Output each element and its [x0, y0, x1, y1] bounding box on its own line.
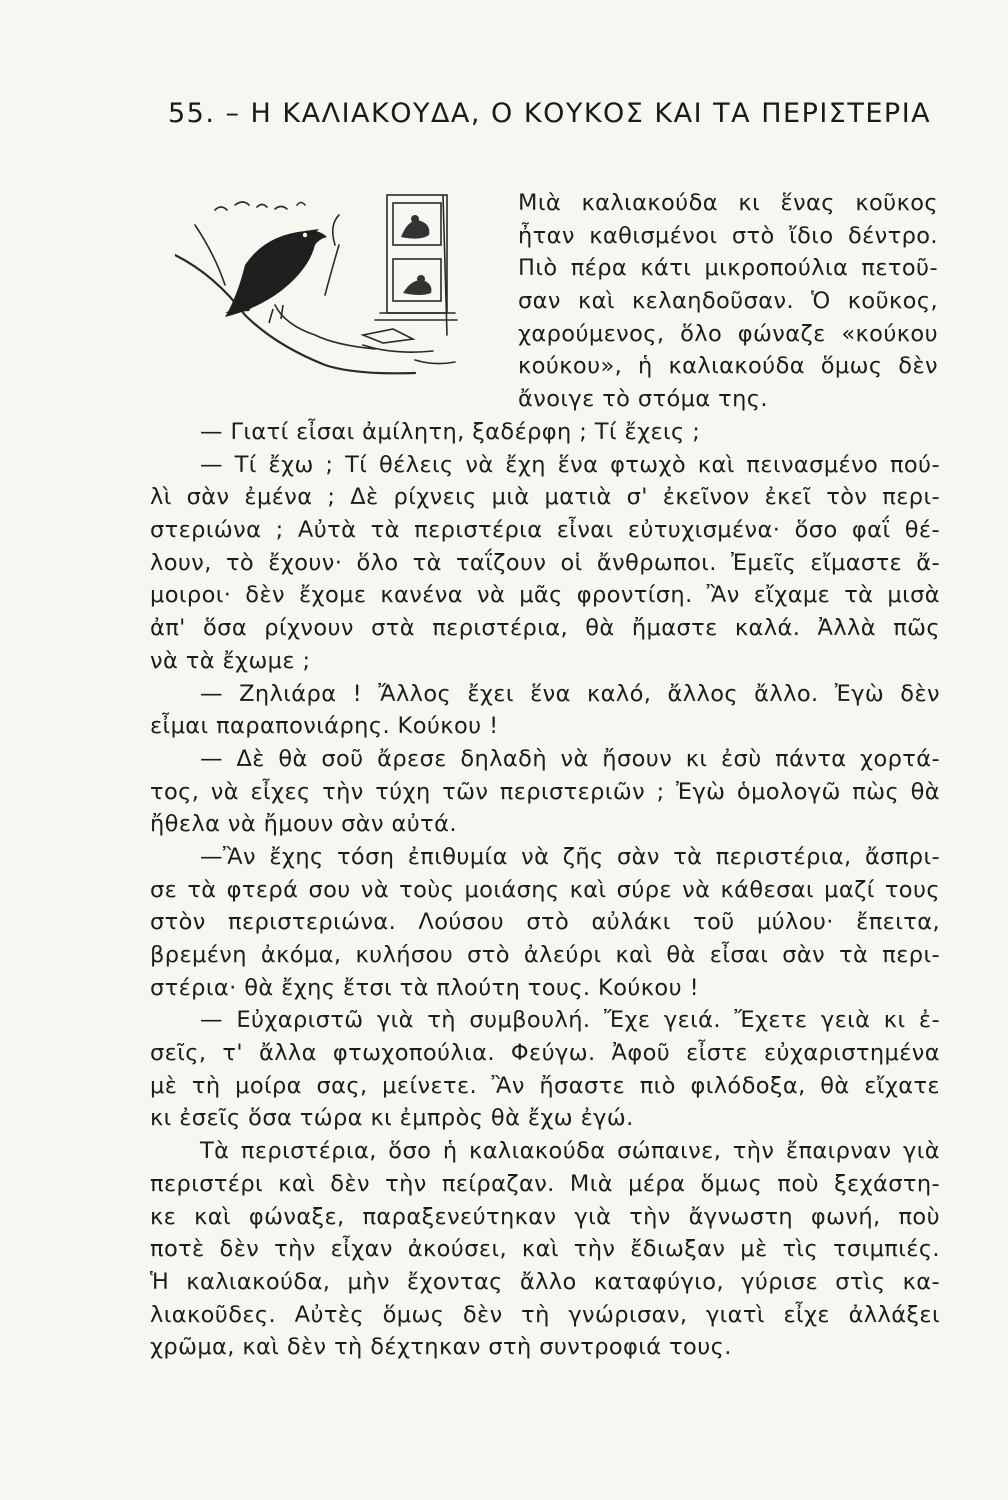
text-line: Τὰ περιστέρια, ὅσο ἡ καλιακούδα σώπαινε, τὴν ἔπαιρναν γιὰ [200, 1138, 940, 1165]
text-line: ἦταν καθισμένοι στὸ ἴδιο δέντρο. [518, 222, 938, 249]
text-line: — Γιατί εἶσαι ἀμίλητη, ξαδέρφη ; Τί ἔχεις ; [200, 419, 701, 445]
text-line: περιστέρι καὶ δὲν τὴν πείραζαν. Μιὰ μέρα ὅμως ποὺ ξεχάστη- [150, 1170, 940, 1197]
text-line: σε τὰ φτερά σου νὰ τοὺς μοιάσης καὶ σύρε νὰ κάθεσαι μαζί τους [150, 876, 940, 903]
crow-and-dovecote-illustration [175, 185, 505, 395]
text-line: εἶμαι παραπονιάρης. Κούκου ! [150, 713, 499, 740]
text-line: — Τί ἔχω ; Τί θέλεις νὰ ἔχη ἕνα φτωχὸ καὶ πεινασμένο πού- [200, 451, 940, 478]
text-line: στὸν περιστεριώνα. Λούσου στὸ αὐλάκι τοῦ μύλου· ἔπειτα, [150, 909, 940, 936]
text-line: Πιὸ πέρα κάτι μικροπούλια πετοῦ- [518, 255, 938, 282]
text-line: σεῖς, τ' ἄλλα φτωχοπούλια. Φεύγω. Ἀφοῦ εἶστε εὐχαριστημένα [150, 1040, 940, 1067]
text-line: σαν καὶ κελαηδοῦσαν. Ὁ κοῦκος, [518, 288, 938, 315]
text-line: μοιροι· δὲν ἔχομε κανένα νὰ μᾶς φροντίση. Ἂν εἴχαμε τὰ μισὰ [150, 582, 940, 609]
text-line: κι ἐσεῖς ὅσα τώρα κι ἐμπρὸς θὰ ἔχω ἐγώ. [150, 1105, 634, 1132]
text-line: ἀπ' ὅσα ρίχνουν στὰ περιστέρια, θὰ ἤμαστε καλά. Ἀλλὰ πῶς [150, 615, 940, 642]
text-line: κε καὶ φώναξε, παραξενεύτηκαν γιὰ τὴν ἄγνωστη φωνή, ποὺ [150, 1203, 940, 1230]
text-line: Ἡ καλιακούδα, μὴν ἔχοντας ἄλλο καταφύγιο, γύρισε στὶς κα- [150, 1268, 940, 1295]
text-line: βρεμένη ἀκόμα, κυλήσου στὸ ἀλεύρι καὶ θὰ εἶσαι σὰν τὰ περι- [150, 942, 940, 968]
page-title [168, 98, 968, 129]
text-line: Μιὰ καλιακούδα κι ἕνας κοῦκος [518, 190, 938, 216]
text-line: λουν, τὸ ἔχουν· ὅλο τὰ ταΐζουν οἱ ἄνθρωποι. Ἐμεῖς εἴμαστε ἄ- [150, 549, 940, 576]
text-line: — Εὐχαριστῶ γιὰ τὴ συμβουλή. Ἔχε γειά. Ἔχετε γειὰ κι ἐ- [200, 1007, 940, 1034]
text-line: τος, νὰ εἶχες τὴν τύχη τῶν περιστεριῶν ; Ἐγὼ ὁμολογῶ πὼς θὰ [150, 778, 940, 805]
text-line: — Δὲ θὰ σοῦ ἄρεσε δηλαδὴ νὰ ἤσουν κι ἐσὺ πάντα χορτά- [200, 745, 940, 772]
text-line: λιακοῦδες. Αὐτὲς ὅμως δὲν τὴ γνώρισαν, γιατὶ εἶχε ἀλλάξει [150, 1301, 940, 1328]
fable-title: Η ΚΑΛΙΑΚΟΥΔΑ, Ο ΚΟΥΚΟΣ ΚΑΙ ΤΑ ΠΕΡΙΣΤΕΡΙΑ [250, 98, 932, 129]
dialogue-text [150, 416, 940, 1364]
text-line: νὰ τὰ ἔχωμε ; [150, 647, 311, 674]
text-line: —Ἂν ἔχης τόση ἐπιθυμία νὰ ζῆς σὰν τὰ περιστέρια, ἄσπρι- [200, 843, 940, 870]
text-line: στέρια· θὰ ἔχης ἔτσι τὰ πλούτη τους. Κούκου ! [150, 974, 699, 1001]
text-line: κούκου», ἡ καλιακούδα ὅμως δὲν [518, 353, 938, 380]
text-line: — Ζηλιάρα ! Ἄλλος ἔχει ἕνα καλό, ἄλλος ἄλλο. Ἐγὼ δὲν [200, 680, 940, 707]
text-line: χρῶμα, καὶ δὲν τὴ δέχτηκαν στὴ συντροφιά τους. [150, 1334, 732, 1361]
intro-paragraph [518, 187, 938, 416]
text-line: ἄνοιγε τὸ στόμα της. [518, 386, 768, 413]
text-line: ἤθελα νὰ ἤμουν σὰν αὐτά. [150, 811, 457, 838]
text-line: ποτὲ δὲν τὴν εἶχαν ἀκούσει, καὶ τὴν ἔδιωξαν μὲ τὶς τσιμπιές. [150, 1236, 940, 1263]
text-line: χαρούμενος, ὅλο φώναζε «κούκου [518, 320, 938, 347]
text-line: λὶ σὰν ἐμένα ; Δὲ ρίχνεις μιὰ ματιὰ σ' ἐκεῖνον ἐκεῖ τὸν περι- [150, 484, 940, 511]
text-line: στεριώνα ; Αὐτὰ τὰ περιστέρια εἶναι εὐτυχισμένα· ὅσο φαΐ θέ- [150, 517, 940, 544]
fable-number: 55. – [168, 98, 241, 129]
text-line: μὲ τὴ μοίρα σας, μείνετε. Ἂν ἤσαστε πιὸ φιλόδοξα, θὰ εἴχατε [150, 1072, 940, 1099]
